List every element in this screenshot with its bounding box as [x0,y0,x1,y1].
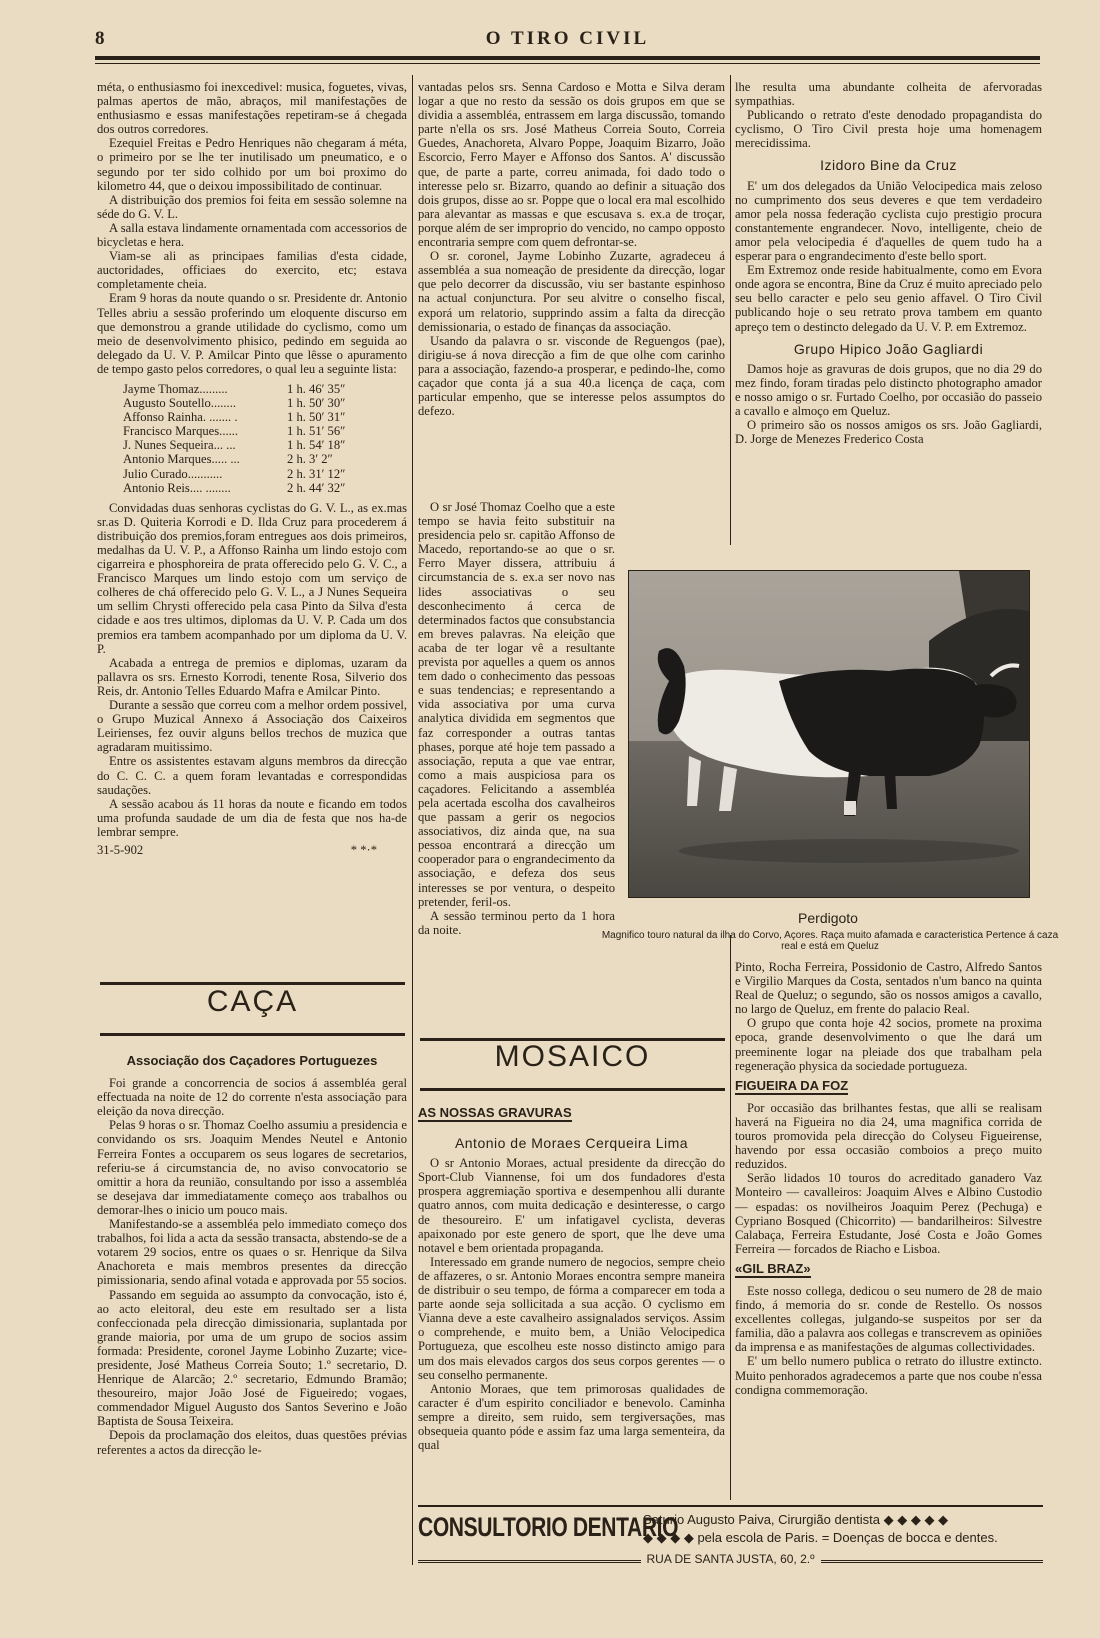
racer-time: 2 h. 3′ 2″ [287,452,333,467]
paragraph: Eram 9 horas da noute quando o sr. Presidente dr. Antonio Telles abriu a sessão proferindo um eloquente discurso em que demonstrou a grande utilidade do cyclismo, como um meio de desenvolvimento phisico, pedindo em seguida ao delegado da U. V. P. Amilcar Pinto que lêsse o apuramento de tempo gasto pelos corredores, o qual leu a seguinte lista: [97,291,407,376]
racer-time: 1 h. 50′ 30″ [287,396,346,411]
paragraph: Pinto, Rocha Ferreira, Possidonio de Castro, Alfredo Santos e Virgilio Marques da Costa, sentados n'um banco na quinta Real de Queluz; o segundo, são os nossos amigos a cavallo, no largo de Queluz, em frente do palacio Real. [735,960,1042,1017]
paragraph: Manifestando-se a assembléa pelo immediato começo dos trabalhos, foi lida a acta da sessão transacta, abstendo-se de a votarem 29 socios, entre os quaes o sr. Henrique da Silva Anachoreta e mais membros presentes da direcção pimissionaria, sendo afinal votada e approvada por 55 socios. [97,1217,407,1288]
section-title-caca: CAÇA [206,985,299,1018]
paragraph: A salla estava lindamente ornamentada com accessorios de bicycletas e hera. [97,220,407,250]
paragraph-text: O sr José Thomaz Coelho que a este tempo se havia feito substituir na presidencia pelo sr. capitão Affonso de Macedo, reportando-se ao que o sr. Ferro Mayer dissera, attribuiu á circumstancia de s. ex.a ser novo nas lides associativas o seu desconhecimento á cerca de determinados factos que consubstancia em breves palavras. Na eleição que acaba de ter logar vê a resultante prevista por aquelles a quem os annos tem dado o conhecimento das pessoas e suas tendencias; e representando a vida associativa por uma curva analytica dividida em segmentos que faz corresponder a outras tantas phases, porque até hoje tem passado a associação, reputa a que vae entrar, como a mais auspiciosa para os caçadores. Felicitando a assembléa pela acertada escolha dos cavalheiros que passam a gerir os negocios associativos, diz ainda que, na sua pessoa encontrará a direcção um cooperador para o engrandecimento da associação, e defeza dos seus interesses se por ventura, o despeito pretender, feril-os. [418,500,615,909]
dateline [97,843,407,857]
paragraph: vantadas pelos srs. Senna Cardoso e Motta e Silva deram logar a que no resto da sessão os dois grupos em que se dividia a assembléa, entrassem em larga discussão, tomando parte n'ella os srs. José Matheus Correia Souto, Correia Guedes, Anachoreta, Alvaro Poppe, Joaquim Bizarro, João Escorcio, Ferro Mayer e Affonso dos Santos. A' discussão que, de parte a parte, correu animada, foi dado todo o interesse pelo sr. Bizarro, quando ao definir a situação dos dois grupos, disse ao sr. Poppe que o local era mal escolhido para alevantar as massas e que escusava s. ex.a de troçar, porque além de ser improprio do vencido, no campo opposto encontraria sempre com quem defrontar-se. [418,80,725,250]
racer-name: Antonio Marques..... ... [123,452,240,467]
paragraph: O primeiro são os nossos amigos os srs. João Gagliardi, D. Jorge de Menezes Frederico Costa [735,418,1042,447]
page-header [95,24,1040,64]
article-title: Grupo Hipico João Gagliardi [793,340,984,357]
result-row [123,424,407,438]
column-3-lower [735,960,1042,1397]
column-divider [412,75,413,1565]
paragraph: Durante a sessão que correu com a melhor ordem possivel, o Grupo Muzical Annexo á Associação dos Caixeiros Leirienses, fez ouvir alguns bellos trechos de muzica que agradaram muitissimo. [97,698,407,755]
subsection-title: AS NOSSAS GRAVURAS [418,1106,572,1122]
signature-stars: * *·* [350,842,377,857]
caca-subtitle: Associação dos Caçadores Portuguezes [126,1053,378,1068]
paragraph: A sessão acabou ás 11 horas da noute e ficando em todos uma profunda saudade de um dia de festa que nos ha-de lembrar sempre. [97,796,407,839]
article-title: Izidoro Bine da Cruz [820,157,957,174]
paragraph: Passando em seguida ao assumpto da convocação, isto é, ao acto eleitoral, deu este em resultado ser a lista confeccionada pela direcção dimissionaria, suplantada por grande maioria, por uma de um grupo de socios assim formada: Presidente, coronel Jayme Lobinho Zuzarte; vice-presidente, José Matheus Correia Souto; 1.º secretario, D. Henrique de Alarcão; 2.º secretario, Edmundo Bramão; thesoureiro, major João José de Figueiredo; vogaes, commendador Miguel Augusto dos Santos Severino e João Baptista de Sousa Teixeira. [97,1287,407,1429]
paragraph: Depois da proclamação dos eleitos, duas questões prévias referentes a actos da direcção le- [97,1428,407,1457]
ad-line-1: Saturio Augusto Paiva, Cirurgião dentista ◆ ◆ ◆ ◆ ◆ [643,1512,949,1527]
result-row [123,438,407,452]
result-row [123,467,407,481]
paragraph: E' um dos delegados da União Velocipedica mais zeloso no cumprimento dos seus deveres e que tem verdadeiro amor pela nossa federação cyclista cujo prestigio procura constantemente engrandecer. Novo, intelligente, cheio de amor pela velocipedia é d'aquelles de quem tudo ha a esperar para o engrandecimento d'este bello sport. [735,178,1042,264]
result-row [123,382,407,396]
result-row [123,396,407,410]
paragraph: Acabada a entrega de premios e diplomas, uzaram da pallavra os srs. Ernesto Korrodi, tenente Rosa, Silverio dos Reis, dr. Antonio Telles Eduardo Mafra e Amilcar Pinto. [97,655,407,698]
column-2 [418,80,725,418]
paragraph: O grupo que conta hoje 42 socios, promete na proxima epoca, grande desenvolvimento o que lhe dará um preeminente logar na pleiade dos que trabalham pela regeneração physica da sociedade portugueza. [735,1016,1042,1073]
paragraph: Este nosso collega, dedicou o seu numero de 28 de maio findo, á memoria do sr. conde de Restello. Os nossos excellentes collegas, julgando-se suspeitos por ser da familia, dão a palavra aos collegas e transcrevem as opiniões da imprensa e as manifestações de algumas collectividades. [735,1283,1042,1355]
photo-title: Perdigoto [798,910,858,926]
racer-name: Augusto Soutello........ [123,396,236,411]
racer-time: 1 h. 46′ 35″ [287,381,346,396]
header-rule-thin [95,63,1040,64]
paragraph: O sr. coronel, Jayme Lobinho Zuzarte, agradeceu á assembléa a sua nomeação de presidente da direcção, logar que pelo decorrer da discussão, viu ser bastante espinhoso na actual conjunctura. Por seu alvitre o conselho fiscal, exporá um relatorio, supprindo assim a falta da direcção demissionaria, o estado de finanças da associação. [418,249,725,334]
paragraph: Por occasião das brilhantes festas, que alli se realisam haverá na Figueira no dia 24, uma magnifica corrida de touros promovida pela direcção do Colyseu Figueirense, havendo por essa occasião comboios a preço muito reduzidos. [735,1100,1042,1172]
paragraph: A sessão terminou perto da 1 hora da noite. [418,908,615,937]
paragraph: méta, o enthusiasmo foi inexcedivel: musica, foguetes, vivas, palmas apertos de mão, abraços, mil manifestações de enthusiasmo e essas manifestações repetiram-se á chegada dos outros corredores. [97,80,407,137]
ad-address-text: RUA DE SANTA JUSTA, 60, 2.º [641,1552,821,1566]
paragraph: Entre os assistentes estavam alguns membros da direcção do C. C. C. a quem foram levantadas e correspondidas saudações. [97,754,407,797]
article-title: Antonio de Moraes Cerqueira Lima [454,1135,689,1152]
results-list [123,382,407,495]
date: 31-5-902 [97,842,144,857]
paragraph: Ezequiel Freitas e Pedro Henriques não chegaram á méta, o primeiro por se lhe ter inutilisado um pneumatico, e o segundo por ter sido colhido por um boi proximo do kilometro 44, que o deixou impossibilitado de continuar. [97,136,407,193]
subsection-title: «GIL BRAZ» [735,1262,811,1278]
ad-rule [418,1505,1043,1507]
column-1 [97,80,407,857]
racer-time: 1 h. 51′ 56″ [287,424,346,439]
paragraph: Serão lidados 10 touros do acreditado ganadero Vaz Monteiro — cavalleiros: Joaquim Alves e Albino Custodio — espadas: os novilheiros Joaquim Perez (Pechuga) e Cypriano Bosqued (Chicorrito) — bandarilheiros: Silvestre Calabaça, Ferreira Estudante, José Costa e João Gomes Ferreira — forcados de Riacho e Lisboa. [735,1171,1042,1256]
paragraph: Pelas 9 horas o sr. Thomaz Coelho assumiu a presidencia e convidando os srs. Joaquim Mendes Neutel e Antonio Ferreira Fontes a occuparem os seus logares de secretarios, referiu-se á circumstancia de, no aviso convocatorio se omittir a hora da reunião, consultando por isso a assembléa se desejava dar immediatamente começo aos trabalhos ou demorar-lhes o inicio um pouco mais. [97,1118,407,1217]
header-rule [95,56,1040,60]
ad-address [418,1552,1043,1566]
masthead: O TIRO CIVIL [485,28,650,49]
dental-advertisement [418,1508,1043,1566]
paragraph: Em Extremoz onde reside habitualmente, como em Evora onde agora se encontra, Bine da Cruz é muito apreciado pelo seu bello caracter e pelo seu genio affavel. O Tiro Civil publicando hoje o seu retrato prova tambem em quanto apreço tem o destincto delegado da U. V. P. em Extremoz. [735,263,1042,334]
ad-name: CONSULTORIO DENTARIO [418,1512,679,1542]
paragraph: Publicando o retrato d'este denodado propagandista do cyclismo, O Tiro Civil presta hoje uma homenagem merecidissima. [735,108,1042,151]
paragraph: Damos hoje as gravuras de dois grupos, que no dia 29 do mez findo, foram tiradas pelo distincto photographo amador e nosso amigo o sr. Furtado Coelho, por occasião do passeio a cavallo e almoço em Queluz. [735,361,1042,418]
racer-name: Antonio Reis.... ........ [123,480,231,495]
paragraph: Interessado em grande numero de negocios, sempre cheio de affazeres, o sr. Antonio Moraes encontra sempre maneira de distribuir o seu tempo, de fórma a comparecer em toda a parte aonde seja sollicitada a sua acção. O cyclismo em Vianna deve a este cavalheiro assignalados serviços. Assim o comprehende, e muito bem, a União Velocipedica Portugueza, que escolheu este nosso distincto amigo para um dos mais elevados cargos dos seus corpos gerentes — o seu conselho permanente. [418,1254,725,1382]
page-number: 8 [95,28,105,49]
section-rule [420,1088,725,1091]
paragraph: Usando da palavra o sr. visconde de Reguengos (pae), dirigiu-se á nova direcção a fim de que olhe com carinho para a associação, fazendo-a prosperar, e pedindo-lhe, como caçador que conta já a sua 40.a licença de caça, com particular empenho, que se interesse pelos assumptos do defezo. [418,333,725,419]
bull-photo [628,570,1030,898]
bull-illustration [629,571,1029,897]
paragraph: A distribuição dos premios foi feita em sessão solemne na séde do G. V. L. [97,192,407,221]
racer-name: Affonso Rainha. ....... . [123,410,238,425]
racer-time: 2 h. 31′ 12″ [287,466,346,481]
photo-caption: Magnifico touro natural da ilha do Corvo, Açores. Raça muito afamada e caracteristica Pertence á caza real e está em Queluz [601,930,1059,952]
racer-time: 2 h. 44′ 32″ [287,480,346,495]
paragraph: Foi grande a concorrencia de socios á assembléa geral effectuada na noite de 12 do corrente n'esta associação para eleição da nova direcção. [97,1076,407,1119]
section-rule [100,1033,405,1036]
result-row [123,452,407,466]
section-title-mosaico: MOSAICO [494,1040,651,1073]
column-3 [735,80,1042,446]
racer-time: 1 h. 54′ 18″ [287,438,346,453]
paragraph: Antonio Moraes, que tem primorosas qualidades de caracter é d'um espirito conciliador e benevolo. Caminha sempre a direito, sem ruido, sem tergiversações, mas obsequeia quanto póde e assim faz uma larga sementeira, da qual [418,1381,725,1453]
racer-name: J. Nunes Sequeira... ... [123,438,236,453]
result-row [123,481,407,495]
paragraph: E' um bello numero publica o retrato do illustre extincto. Muito penhorados agradecemos a parte que nos coube n'essa condigna commemoração. [735,1354,1042,1397]
racer-name: Julio Curado........... [123,466,223,481]
column-divider [730,935,731,1500]
racer-name: Jayme Thomaz......... [123,381,228,396]
ad-line-2: ◆ ◆ ◆ ◆ pela escola de Paris. = Doenças de bocca e dentes. [643,1530,998,1545]
column-divider [730,75,731,545]
subsection-title: FIGUEIRA DA FOZ [735,1079,848,1095]
paragraph: O sr Antonio Moraes, actual presidente da direcção do Sport-Club Viannense, foi um dos fundadores d'esta prospera aggremiação sportiva e desempenhou alli durante quatro annos, com muita dedicação e desinteresse, o cargo de thesoureiro. E' um infatigavel cyclista, deveras apaixonado por este genero de sport, que lhe deve uma notavel e bem orientada propaganda. [418,1156,725,1255]
racer-name: Francisco Marques...... [123,424,239,439]
caca-article [97,1050,407,1457]
paragraph: Viam-se ali as principaes familias d'esta cidade, auctoridades, officiaes do exercito, etc; estava completamente cheia. [97,249,407,292]
result-row [123,410,407,424]
racer-time: 1 h. 50′ 31″ [287,410,346,425]
paragraph: lhe resulta uma abundante colheita de afervoradas sympathias. [735,80,1042,109]
mosaico-article [418,1100,725,1452]
paragraph: Convidadas duas senhoras cyclistas do G. V. L., as ex.mas sr.as D. Quiteria Korrodi e D. Ilda Cruz para procederem á distribuição dos premios,foram entregues aos dois primeiros, medalhas da U. V. P., a Affonso Rainha um lindo estojo com cigarreira e phosphoreira de prata offerecido pelo G. V. C., a Francisco Marques um lindo estojo com um serviço de colheres de chá offerecido pelo G. V. L., a J Nunes Sequeira um sellim Chrysti offerecido pela casa Pinto da Silva d'esta cidade e aos tres ultimos, diplomas da U. V. P. Cada um dos premios era tambem acompanhado por um diploma da U. V. P. [97,500,407,656]
